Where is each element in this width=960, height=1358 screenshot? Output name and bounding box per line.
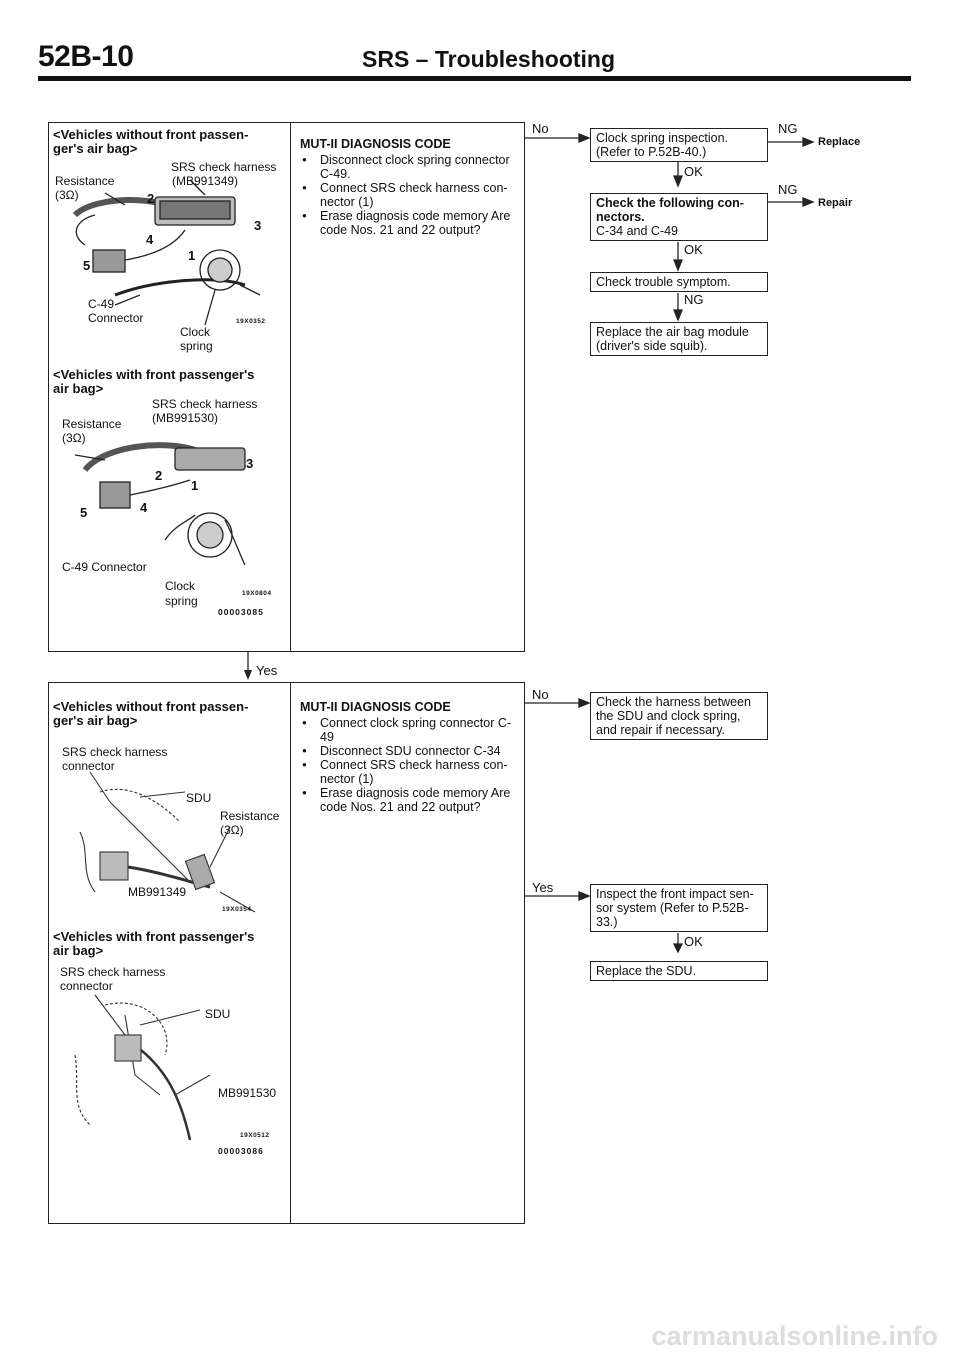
flow-2-yes-label: Yes	[532, 880, 554, 895]
vehicles-with-heading-2: <Vehicles with front passenger's air bag>	[53, 929, 255, 958]
mut-steps-2	[300, 700, 520, 814]
inspect-impact-sensor-box: Inspect the front impact sen- sor system (Refer to P.52B-33.)	[590, 884, 768, 932]
ohm-label-2: (3Ω)	[62, 431, 86, 445]
yes-label: Yes	[256, 663, 278, 678]
ng-label-1: NG	[778, 121, 798, 136]
page-title: SRS – Troubleshooting	[362, 46, 616, 72]
ok-label-1: OK	[684, 164, 703, 179]
vehicles-with-heading: <Vehicles with front passenger's air bag>	[53, 367, 255, 396]
step-2-1: ● Connect clock spring connector C-49	[300, 716, 520, 744]
callout-1b: 1	[191, 478, 199, 493]
mut-steps-1	[300, 137, 520, 237]
harness-label-2: SRS check harness	[152, 397, 258, 411]
harness-part-number-2: (MB991530)	[152, 411, 219, 425]
replace-result: Replace	[818, 136, 861, 148]
ok-label-3: OK	[684, 934, 703, 949]
resistance-label: Resistance	[55, 174, 115, 188]
header-rule	[38, 76, 911, 81]
figure-id-2: 19X0804	[242, 590, 272, 597]
ng-label-2: NG	[778, 182, 798, 197]
figure-id-4: 19X0512	[240, 1132, 270, 1139]
page-number: 52B-10	[38, 40, 134, 73]
harness-label: SRS check harness	[171, 160, 277, 174]
callout-3b: 3	[246, 456, 254, 471]
step-2-4: ● Erase diagnosis code memory Are code Nos. 21 and 22 output?	[300, 786, 520, 814]
harness-part-number: (MB991349)	[172, 174, 239, 188]
panel-2-divider	[290, 682, 291, 1224]
connector-label-2: C-49 Connector	[62, 560, 147, 574]
part-number-label-2: MB991530	[218, 1086, 277, 1100]
ok-label-2: OK	[684, 242, 703, 257]
sdu-label-2: SDU	[205, 1007, 231, 1021]
flow-1-no-label: No	[532, 121, 549, 136]
connector-label: C-49	[88, 297, 115, 311]
harness-connector-label: SRS check harness connector	[62, 745, 168, 773]
figure-code-2: 00003086	[218, 1146, 264, 1156]
flow-2-no-label: No	[532, 687, 549, 702]
callout-2: 2	[147, 191, 155, 206]
callout-4: 4	[146, 232, 154, 247]
step-2-3: ● Connect SRS check harness con- nector (1)	[300, 758, 520, 786]
figure-id-3: 19X0354	[222, 906, 252, 913]
resistance-label-2: Resistance	[62, 417, 122, 431]
step-1-1: ● Disconnect clock spring connector C-49.	[300, 153, 520, 181]
callout-4b: 4	[140, 500, 148, 515]
mut-title-2: MUT-II DIAGNOSIS CODE	[300, 700, 451, 714]
spring-label: spring	[180, 339, 213, 353]
replace-sdu-box: Replace the SDU.	[590, 961, 768, 981]
sdu-label: SDU	[186, 791, 212, 805]
check-harness-box: Check the harness between the SDU and clock spring, and repair if necessary.	[590, 692, 768, 740]
part-number-label: MB991349	[128, 885, 187, 899]
watermark: carmanualsonline.info	[651, 1321, 938, 1351]
callout-2b: 2	[155, 468, 163, 483]
ng-label-3: NG	[684, 292, 704, 307]
resistance-label-3: Resistance	[220, 809, 280, 823]
step-1-2: ● Connect SRS check harness con- nector (1)	[300, 181, 520, 209]
check-trouble-symptom-box: Check trouble symptom.	[590, 272, 768, 292]
check-connectors-box: Check the following con- nectors. C-34 and C-49	[590, 193, 768, 241]
vehicles-without-heading-2: <Vehicles without front passen- ger's air bag>	[53, 699, 249, 728]
callout-1: 1	[188, 248, 196, 263]
step-2-2: ● Disconnect SDU connector C-34	[300, 744, 520, 758]
harness-illustration-2	[65, 430, 285, 570]
mut-title-1: MUT-II DIAGNOSIS CODE	[300, 137, 451, 151]
figure-id: 19X0352	[236, 318, 266, 325]
figure-code: 00003085	[218, 607, 264, 617]
ohm-label: (3Ω)	[55, 188, 79, 202]
repair-result: Repair	[818, 197, 853, 209]
vehicles-without-heading: <Vehicles without front passen- ger's air bag>	[53, 127, 249, 156]
ohm-label-3: (3Ω)	[220, 823, 244, 837]
callout-5b: 5	[80, 505, 88, 520]
callout-3: 3	[254, 218, 262, 233]
replace-airbag-module-box: Replace the air bag module (driver's side squib).	[590, 322, 768, 356]
harness-connector-label-2: SRS check harness connector	[60, 965, 166, 993]
clock-spring-inspection-box: Clock spring inspection. (Refer to P.52B-40.)	[590, 128, 768, 162]
clock-label-2: Clock	[165, 579, 196, 593]
connector-word: Connector	[88, 311, 144, 325]
callout-5: 5	[83, 258, 91, 273]
sdu-illustration-2	[65, 995, 265, 1145]
spring-label-2: spring	[165, 594, 198, 608]
clock-label: Clock	[180, 325, 211, 339]
step-1-3: ● Erase diagnosis code memory Are code Nos. 21 and 22 output?	[300, 209, 520, 237]
